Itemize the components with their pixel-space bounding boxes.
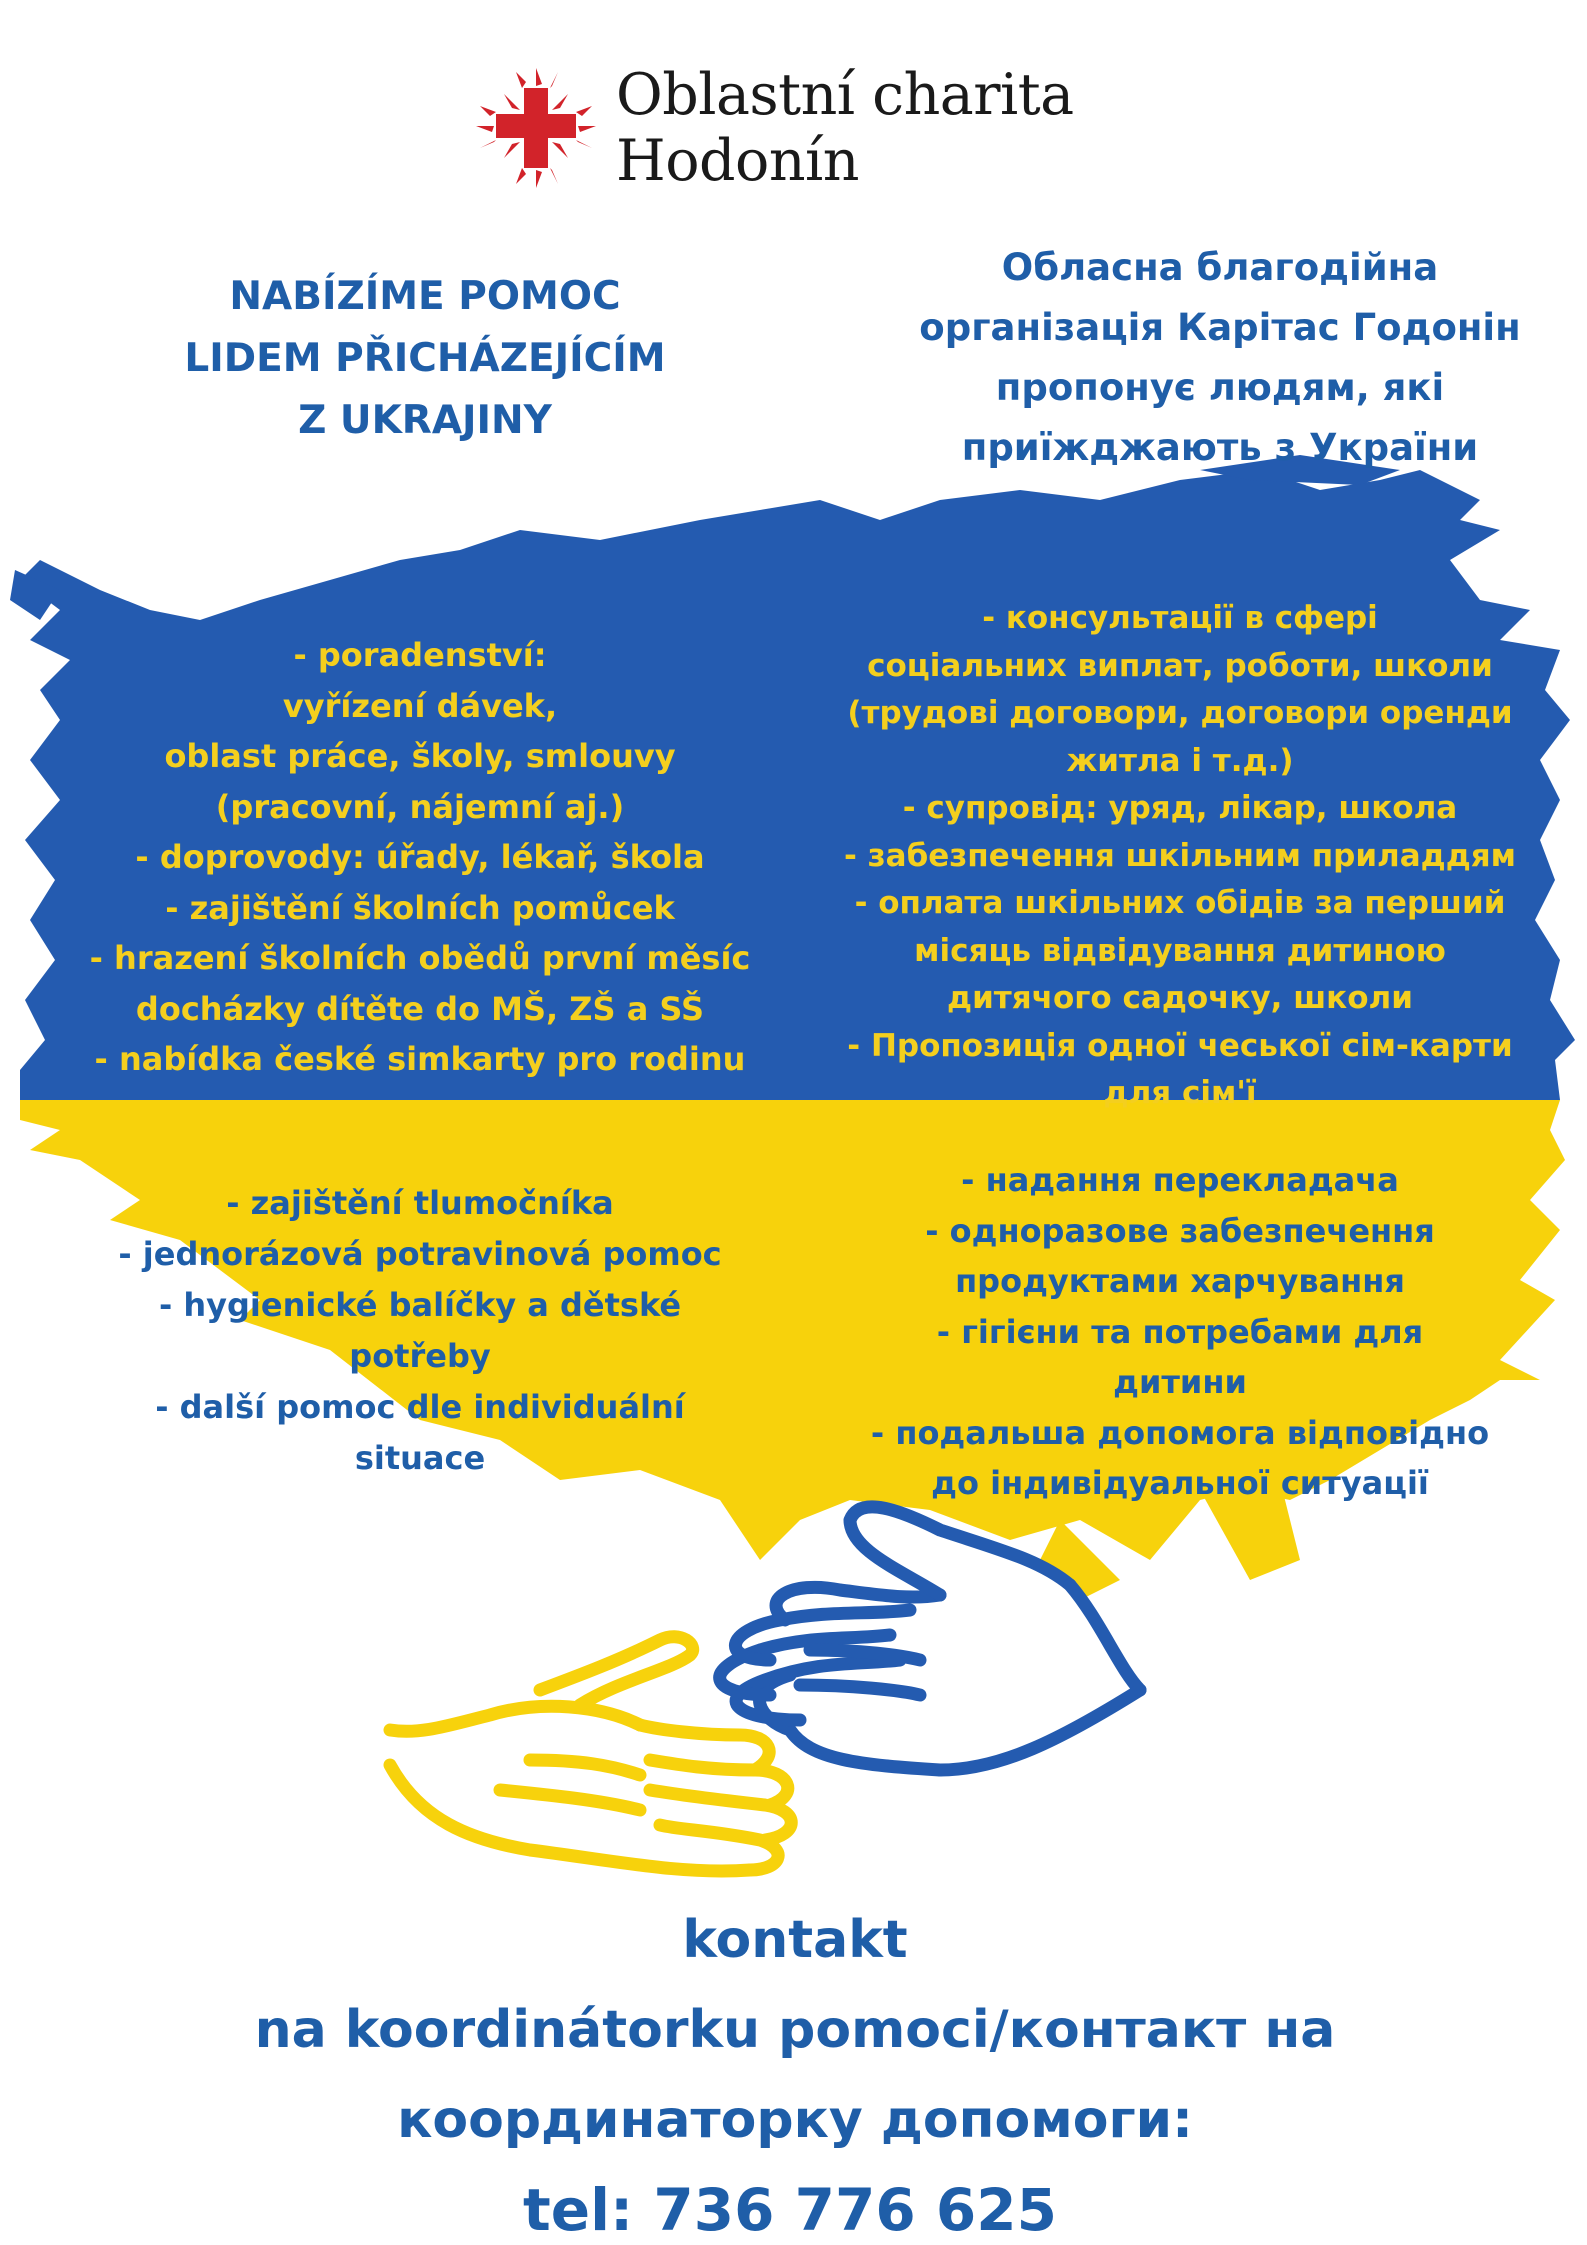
ukrainian-header — [880, 238, 1560, 478]
service-item: - jednorázová potravinová pomoc — [118, 1235, 722, 1273]
service-item: - zajištění školních pomůcek — [165, 888, 675, 927]
caritas-cross-icon — [476, 68, 596, 188]
service-item: potřeby — [349, 1337, 491, 1375]
service-item: - Пропозиція одної чеської сім-карти — [847, 1027, 1513, 1064]
handshake-icon — [380, 1490, 1200, 1890]
organization-name — [616, 62, 1074, 194]
organization-name-line2: Hodonín — [616, 128, 859, 194]
service-item: житла і т.д.) — [1066, 742, 1294, 779]
phone-number[interactable]: tel: 736 776 625 — [523, 2176, 1057, 2244]
ukrainian-header-line: приїжджають з України — [961, 426, 1479, 469]
service-item: - забезпечення шкільним приладдям — [844, 837, 1516, 874]
service-item: - консультації в сфері — [982, 600, 1378, 636]
service-item: дитячого садочку, школи — [947, 980, 1413, 1016]
ukrainian-additional-services — [830, 1155, 1530, 1509]
contact-heading — [100, 1895, 1490, 2165]
czech-header-line: LIDEM PŘICHÁZEJÍCÍM — [184, 336, 666, 381]
service-item: vyřízení dávek, — [282, 686, 558, 725]
service-item: - doprovody: úřady, lékař, škola — [135, 838, 705, 876]
service-item: - hygienické balíčky a dětské — [158, 1286, 682, 1324]
service-item: - poradenství: — [293, 636, 547, 674]
service-item: - zajištění tlumočníka — [226, 1184, 614, 1222]
service-item: місяць відвідування дитиною — [914, 932, 1446, 969]
ukrainian-header-line: Обласна благодійна — [1001, 246, 1439, 289]
czech-services-list — [60, 630, 780, 1085]
service-item: - надання перекладача — [961, 1161, 1399, 1199]
service-item: - супровід: уряд, лікар, школа — [902, 790, 1458, 826]
czech-header — [110, 266, 740, 452]
ukrainian-header-line: пропонує людям, які — [995, 366, 1445, 409]
service-item: до індивідуальної ситуації — [931, 1464, 1429, 1502]
service-item: дитини — [1113, 1363, 1247, 1401]
czech-header-line: Z UKRAJINY — [298, 398, 552, 443]
service-item: - nabídka české simkarty pro rodinu — [94, 1040, 746, 1078]
service-item: для сім'ї — [1103, 1075, 1257, 1111]
service-item: - hrazení školních obědů první měsíc — [89, 939, 751, 977]
service-item: - další pomoc dle individuální — [155, 1388, 685, 1426]
czech-additional-services — [70, 1178, 770, 1484]
service-item: situace — [354, 1439, 486, 1477]
service-item: (трудові договори, договори оренди — [847, 695, 1513, 731]
service-item: продуктами харчування — [955, 1262, 1405, 1300]
organization-logo — [476, 62, 1136, 197]
service-item: соціальних виплат, роботи, школи — [867, 647, 1493, 684]
ukrainian-header-line: організація Карітас Годонін — [919, 306, 1521, 349]
service-item: - одноразове забезпечення — [925, 1211, 1435, 1250]
service-item: docházky dítěte do MŠ, ZŠ a SŠ — [135, 989, 705, 1028]
service-item: - подальша допомога відповідно — [870, 1413, 1490, 1452]
ukrainian-services-list — [800, 595, 1560, 1118]
czech-header-line: NABÍZÍME POMOC — [229, 274, 621, 319]
organization-name-line1: Oblastní charita — [616, 62, 1074, 128]
contact-line: координаторку допомоги: — [397, 2090, 1193, 2150]
service-item: (pracovní, nájemní aj.) — [215, 787, 625, 826]
contact-line: na koordinátorku pomoci/контакт на — [254, 2000, 1336, 2060]
service-item: oblast práce, školy, smlouvy — [164, 737, 676, 775]
service-item: - оплата шкільних обідів за перший — [854, 885, 1506, 921]
service-item: - гігієни та потребами для — [936, 1312, 1424, 1351]
contact-line: kontakt — [682, 1910, 908, 1970]
